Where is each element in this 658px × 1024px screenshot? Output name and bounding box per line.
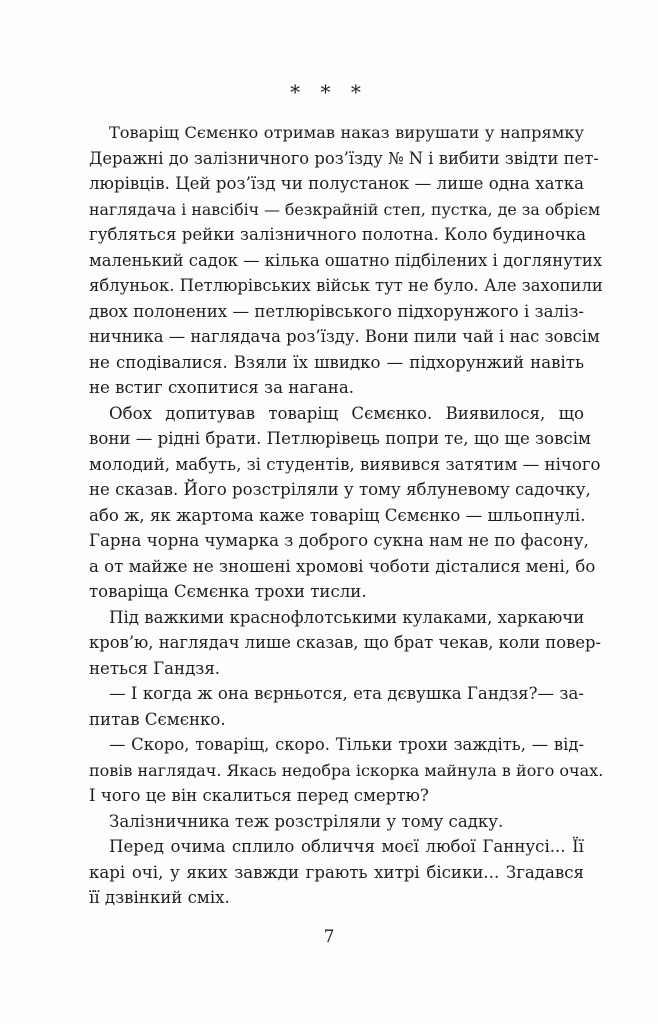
section-separator: * * * — [290, 80, 368, 104]
text-line: І чого це він скалиться перед смертю? — [89, 786, 429, 805]
text-line: не встиг схопитися за нагана. — [89, 378, 355, 397]
text-line: двох полонених — петлюрівського підхорунжого і заліз- — [89, 301, 584, 321]
text-line: молодий, мабуть, зі студентів, виявився затятим — нічого — [89, 454, 601, 474]
text-line: повів наглядач. Якась недобра іскорка майнула в його очах. — [89, 760, 604, 780]
paragraph — [69, 834, 584, 911]
text-line: товаріща Сємєнка трохи тисли. — [89, 582, 367, 601]
paragraph — [69, 809, 584, 835]
paragraph — [69, 605, 602, 682]
text-line: не сказав. Його розстріляли у тому яблуневому садочку, — [89, 480, 591, 499]
text-line: питав Сємєнко. — [89, 709, 226, 729]
paragraph — [69, 401, 601, 605]
text-line: — Скоро, товаріщ, скоро. Тільки трохи заждіть, — від- — [109, 735, 584, 754]
text-line: кров’ю, наглядач лише сказав, що брат чекав, коли повер- — [89, 633, 602, 652]
text-line: люрівців. Цей роз’їзд чи полустанок — лише одна хатка — [89, 174, 584, 193]
paragraph — [69, 732, 604, 809]
text-line: неться Гандзя. — [89, 658, 221, 678]
text-line: вони — рідні брати. Петлюрівець попри те, що ще зовсім — [89, 429, 591, 448]
text-line: а от майже не зношені хромові чоботи дісталися мені, бо — [89, 556, 596, 576]
text-line: губляться рейки залізничного полотна. Коло будиночка — [89, 225, 587, 244]
page-number: 7 — [323, 927, 335, 947]
text-line: ничника — наглядача роз’їзду. Вони пили чай і нас зовсім — [89, 327, 600, 346]
text-line: або ж, як жартома каже товаріщ Сємєнко — шльопнулі. — [89, 505, 586, 525]
text-line: яблуньок. Петлюрівських військ тут не було. Але захопили — [89, 276, 603, 295]
text-line: Залізничника теж розстріляли у тому садку. — [109, 811, 504, 831]
body-text — [69, 120, 604, 911]
text-line: Деражні до залізничного роз’їзду № N і вибити звідти пет- — [89, 148, 599, 168]
paragraph — [69, 681, 584, 732]
text-line: карі очі, у яких завжди грають хитрі бісики... Згадався — [89, 862, 584, 882]
text-line: — І когда ж она вєрньотся, ета дєвушка Гандзя?— за- — [109, 684, 584, 703]
text-line: Товаріщ Сємєнко отримав наказ вирушати у напрямку — [109, 123, 584, 142]
text-line: наглядача і навсібіч — безкрайній степ, пустка, де за обрієм — [89, 199, 601, 219]
text-line: Під важкими краснофлотськими кулаками, харкаючи — [109, 607, 585, 627]
text-line: Обох допитував товаріщ Сємєнко. Виявилося, що — [109, 403, 584, 423]
text-line: Перед очима сплило обличчя моєї любої Ганнусі... Її — [109, 837, 584, 856]
text-line: маленький садок — кілька ошатно підбілених і доглянутих — [89, 250, 603, 270]
paragraph — [69, 120, 603, 401]
text-line: не сподівалися. Взяли їх швидко — підхорунжий навіть — [89, 352, 584, 372]
text-line: Гарна чорна чумарка з доброго сукна нам не по фасону, — [89, 531, 589, 550]
text-line: її дзвінкий сміх. — [89, 888, 230, 907]
